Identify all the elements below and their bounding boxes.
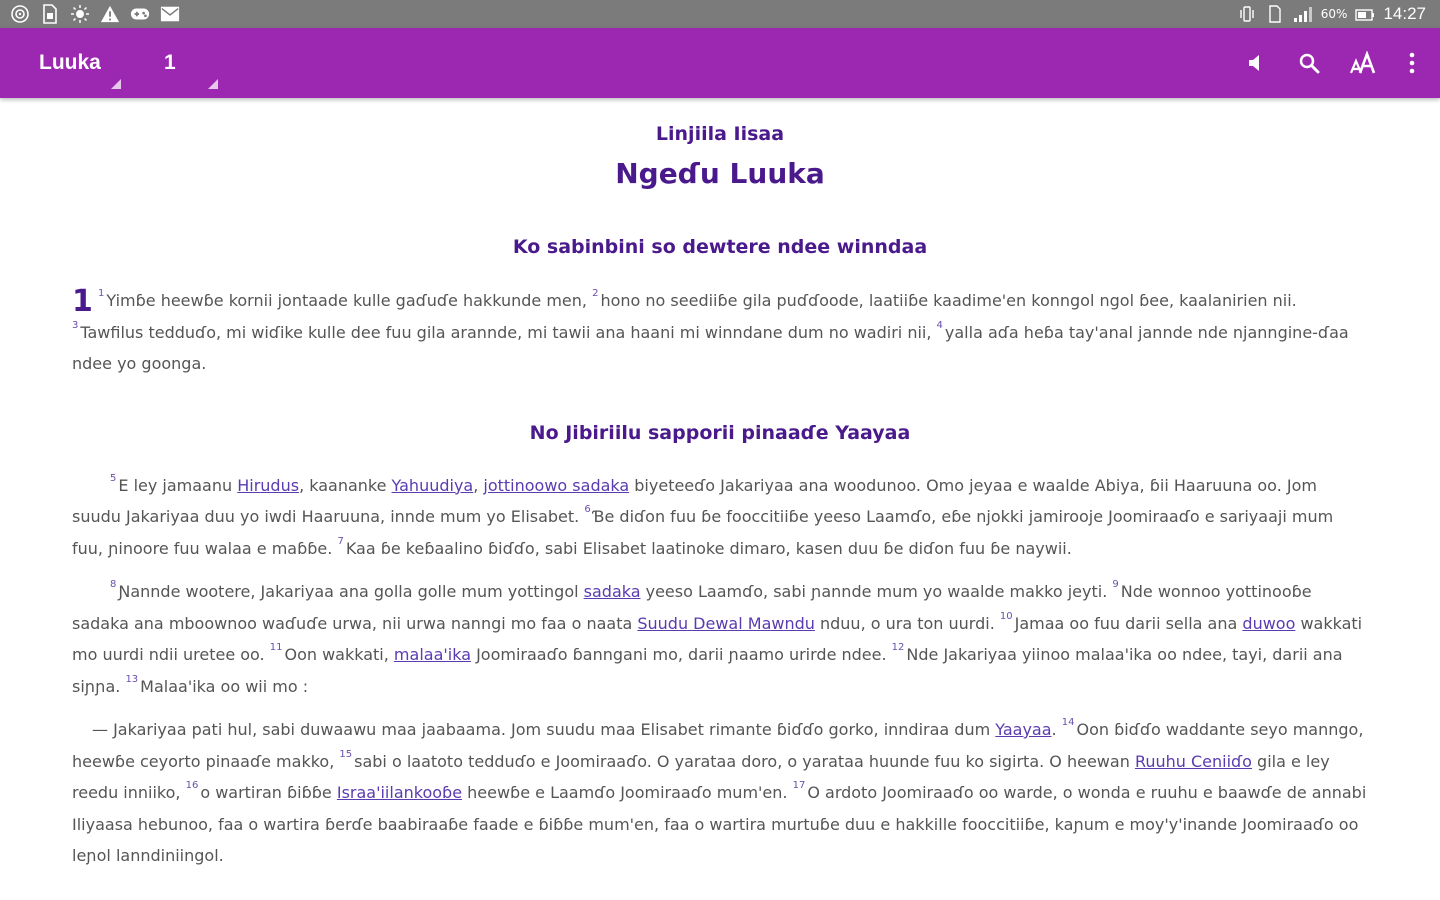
verse-text: biyeteeɗo Jakariyaa ana woodunoo. Omo jeyaa e waalde Abiya, ɓii Haaruuna oo. Jom suudu Jakariyaa duu yo iwdi Haaruuna, innde mum yo Elisabet. [72, 475, 1317, 526]
gamepad-icon [130, 4, 150, 24]
chapter-selector[interactable] [164, 28, 176, 98]
verse-number: 9 [1112, 579, 1119, 590]
vibrate-icon [1237, 4, 1257, 24]
verse-number: 11 [269, 642, 283, 653]
status-bar [0, 0, 1440, 28]
overflow-menu-icon [1409, 52, 1415, 74]
status-right [1237, 4, 1426, 24]
book-name: Luuka [39, 51, 101, 74]
book-subtitle: Linjiila Iisaa [655, 123, 785, 145]
verse-text: Ɓe diɗon fuu ɓe fooccitiiɓe yeeso Laamɗo, eɓe njokki jamirooje Joomiraaɗo e sariyaaji mum fuu, ɲinoore fuu walaa e maɓɓe. [72, 507, 1334, 558]
verse-text: Malaa'ika oo wii mo : [140, 676, 309, 696]
verse-number: 10 [999, 610, 1013, 622]
glossary-link-israaiilankoobe[interactable]: Israa'iilankooɓe [336, 783, 463, 802]
glossary-link-suudu-dewal-mawndu[interactable]: Suudu Dewal Mawndu [637, 613, 815, 633]
glossary-link-hirudus[interactable]: Hirudus [237, 475, 300, 495]
section-heading: No Jibiriilu sapporii pinaaɗe Yaayaa [529, 421, 911, 444]
verse-number: 12 [891, 642, 905, 653]
section-heading: Ko sabinbini so dewtere ndee winndaa [512, 236, 928, 258]
paragraph-1 [72, 285, 1368, 380]
verse-text: wakkati mo uurdi ndii uretee oo. [72, 613, 1363, 664]
sim-slot-icon [1265, 4, 1285, 24]
verse-number: 5 [110, 472, 117, 484]
paragraph-2 [72, 470, 1368, 565]
verse-text: heewɓe e Laamɗo Joomiraaɗo mum'en. [462, 783, 788, 802]
verse-text: Jamaa oo fuu darii sella ana [1014, 613, 1238, 633]
paragraph-4 [72, 714, 1368, 872]
chapter-number: 1 [72, 284, 93, 319]
verse-text: Ɲannde wootere, Jakariyaa ana golla golle mum yottingol [118, 582, 579, 601]
verse-number: 8 [110, 579, 117, 590]
verse-text: Nde Jakariyaa yiinoo malaa'ika oo ndee, tayi, darii ana siɲɲa. [72, 645, 1343, 696]
verse-number: 1 [98, 288, 105, 299]
verse-text: yalla aɗa heɓa tay'anal jannde nde njanngine-ɗaa ndee yo goonga. [72, 322, 1349, 373]
mail-icon [160, 4, 180, 24]
verse-number: 2 [592, 288, 599, 299]
book-title: Ngeɗu Luuka [615, 157, 825, 190]
sim-icon [40, 4, 60, 24]
speaker-icon [1244, 52, 1266, 74]
book-dropdown-indicator-icon [111, 79, 121, 89]
signal-icon [1293, 4, 1313, 24]
glossary-link-sadaka[interactable]: sadaka [583, 582, 641, 601]
verse-text: gila e ley reedu inniiko, [72, 751, 1330, 802]
verse-text: Nde wonnoo yottinooɓe sadaka ana mboownoo waɗuɗe urwa, nii urwa nanngi mo faa o naata [72, 582, 1312, 633]
glossary-link-ruuhu-ceniido[interactable]: Ruuhu Ceniiɗo [1134, 751, 1252, 771]
verse-number: 17 [792, 780, 806, 791]
overflow-menu-button[interactable] [1390, 36, 1434, 90]
paragraph-3 [72, 576, 1368, 702]
verse-text: Yimɓe heewɓe kornii jontaade kulle gaɗuɗe hakkunde men, [106, 291, 587, 310]
glossary-link-duwoo[interactable]: duwoo [1242, 613, 1296, 633]
search-button[interactable] [1282, 36, 1336, 90]
chapter-number-label: 1 [164, 51, 176, 74]
verse-text: Oon wakkati, [284, 645, 389, 664]
verse-text: — Jakariyaa pati hul, sabi duwaawu maa jaabaama. Jom suudu maa Elisabet rimante ɓiɗɗo gorko, inndiraa dum [92, 720, 991, 739]
target-icon [10, 4, 30, 24]
brightness-icon [70, 4, 90, 24]
text-size-button[interactable] [1336, 36, 1390, 90]
verse-number: 15 [339, 748, 353, 760]
glossary-link-yaayaa[interactable]: Yaayaa [995, 720, 1052, 739]
verse-number: 3 [72, 319, 79, 331]
book-selector[interactable] [39, 28, 101, 98]
verse-text: Oon ɓiɗɗo waddante seyo manngo, heewɓe ceyorto pinaaɗe makko, [72, 720, 1364, 771]
glossary-link-jottinoowo-sadaka[interactable]: jottinoowo sadaka [483, 475, 630, 495]
verse-text: hono no seediiɓe gila puɗɗoode, laatiiɓe kaadime'en konngol ngol ɓee, kaalanirien nii. [600, 291, 1297, 310]
toolbar-actions [1228, 28, 1440, 98]
verse-text: yeeso Laamɗo, sabi ɲannde mum yo waalde makko jeyti. [640, 582, 1108, 601]
verse-text: . [1051, 720, 1057, 739]
scripture-content [72, 98, 1368, 872]
glossary-link-malaaika[interactable]: malaa'ika [393, 645, 471, 664]
verse-number: 6 [584, 504, 591, 515]
verse-text: Joomiraaɗo ɓanngani mo, darii ɲaamo urirde ndee. [471, 645, 887, 664]
warning-icon [100, 4, 120, 24]
verse-text: , [473, 475, 484, 495]
verse-text: nduu, o ura ton uurdi. [814, 613, 995, 633]
verse-text: E ley jamaanu [118, 475, 233, 495]
verse-text: Kaa ɓe keɓaalino ɓiɗɗo, sabi Elisabet laatinoke dimaro, kasen duu ɓe diɗon fuu ɓe naywii. [345, 538, 1072, 558]
text-size-icon [1349, 51, 1377, 75]
glossary-link-yahuudiya[interactable]: Yahuudiya [391, 475, 474, 495]
audio-button[interactable] [1228, 36, 1282, 90]
clock: 14:27 [1383, 4, 1426, 23]
verse-text: O ardoto Joomiraaɗo oo warde, o wonda e ruuhu e baawɗe de annabi Iliyaasa hebunoo, faa o wartira ɓerɗe baabiraaɓe faade e ɓiɓɓe mum'en, faa o wartira murtuɓe duu e hakkille fooccitiiɓe, kaɲum e moy'y'inande Joomiraaɗo oo leɲol lanndiniingol. [72, 783, 1367, 865]
verse-number: 7 [337, 535, 344, 547]
status-left-icons [10, 4, 180, 24]
verse-number: 16 [185, 780, 199, 791]
verse-text: Tawfilus tedduɗo, mi wiɗike kulle dee fuu gila arannde, mi tawii ana haani mi winndane dum no wadiri nii, [80, 322, 932, 342]
verse-text: o wartiran ɓiɓɓe [200, 783, 332, 802]
verse-number: 4 [936, 319, 943, 331]
search-icon [1298, 52, 1320, 74]
chapter-dropdown-indicator-icon [208, 79, 218, 89]
paragraph-1-text [72, 288, 1349, 373]
verse-number: 14 [1061, 717, 1075, 728]
app-bar [0, 28, 1440, 98]
verse-text: , kaananke [299, 475, 387, 495]
verse-text: sabi o laatoto tedduɗo e Joomiraaɗo. O yarataa doro, o yarataa huunde fuu ko sigirta. O heewan [354, 751, 1130, 771]
verse-number: 13 [125, 673, 139, 685]
battery-icon [1355, 4, 1375, 24]
battery-percent: 60% [1320, 7, 1348, 21]
